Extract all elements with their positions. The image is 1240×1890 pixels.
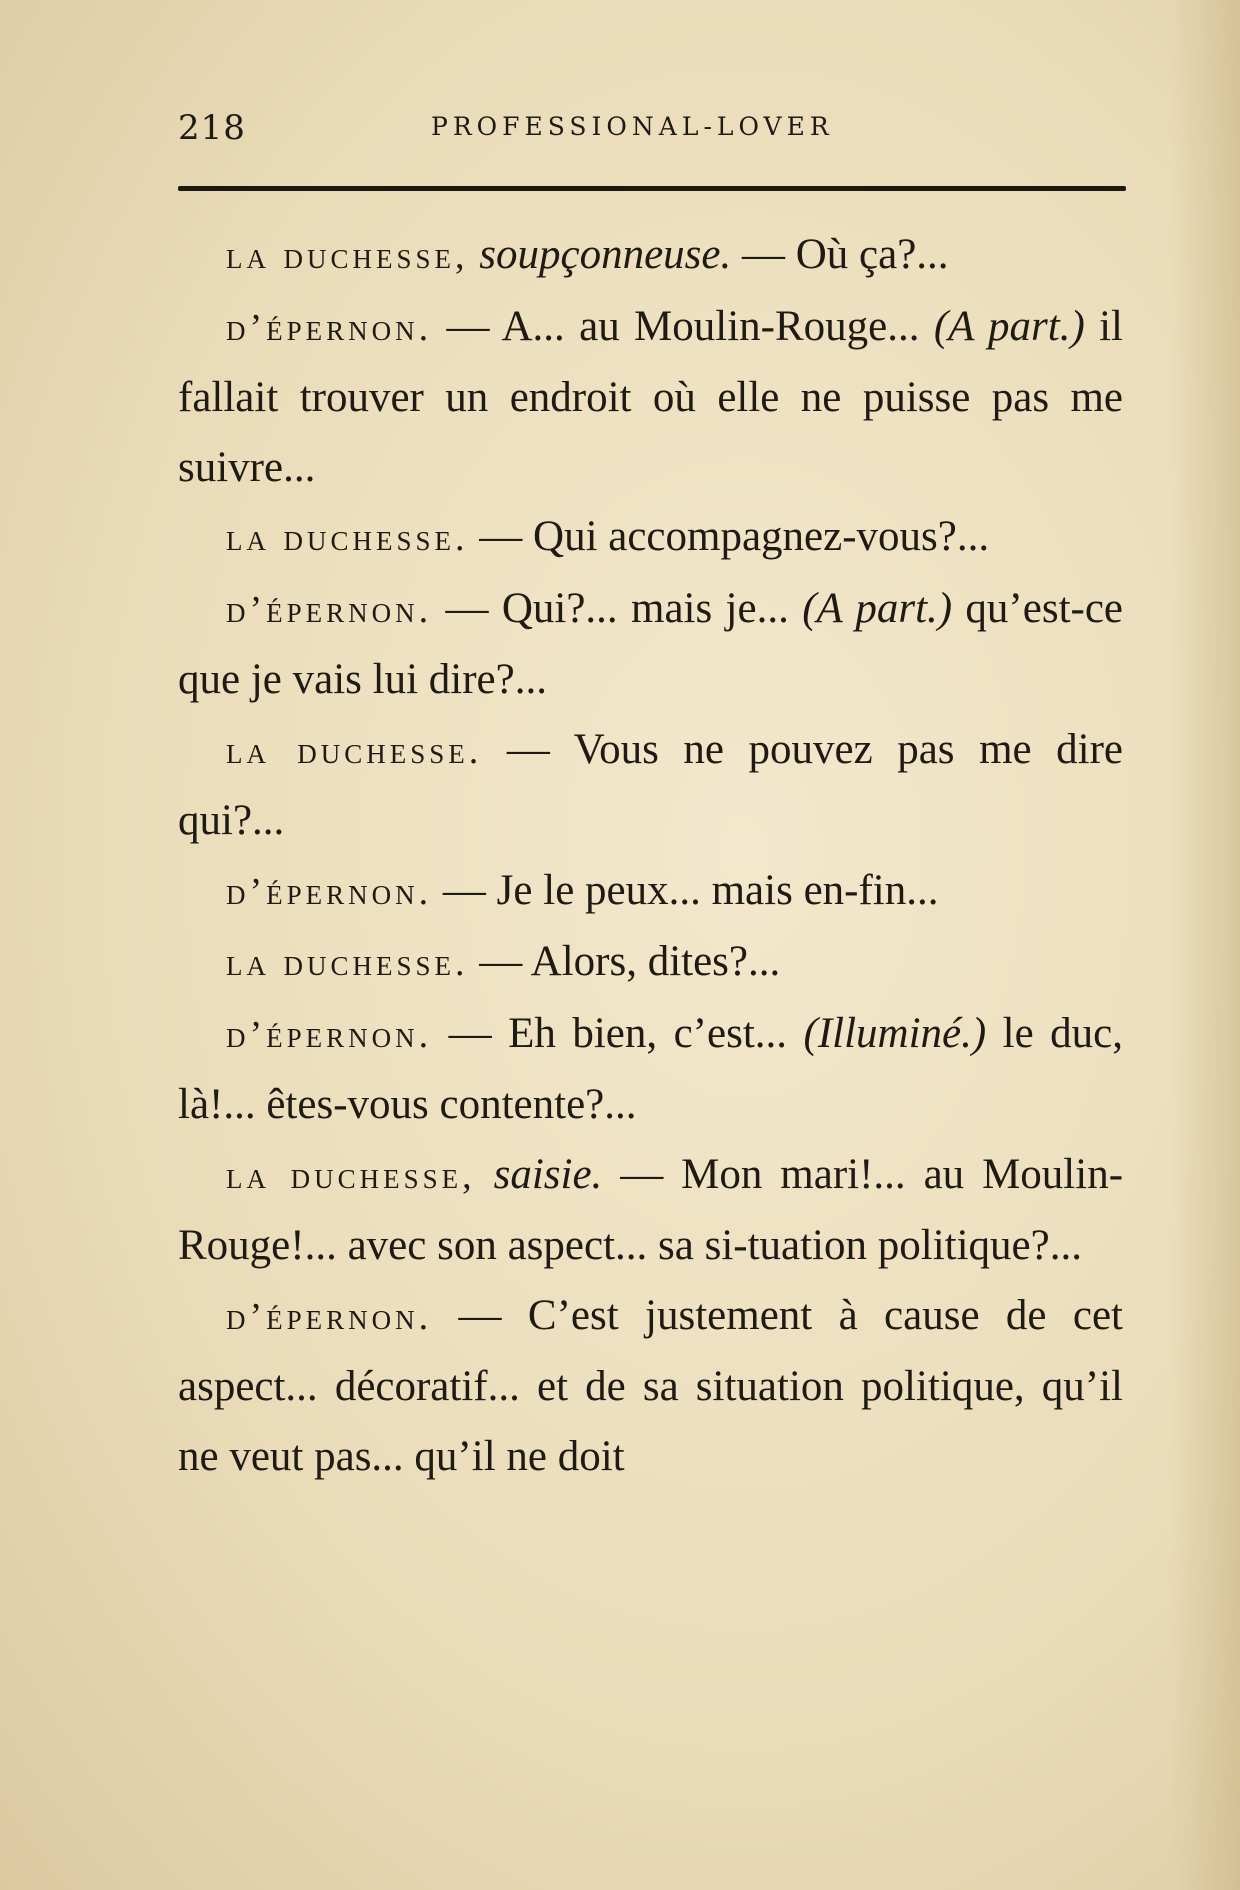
- dialogue-paragraph: [178, 927, 1123, 999]
- dialogue-paragraph: [178, 292, 1123, 503]
- dialogue-line: le duc, là!... êtes-vous contente?...: [178, 1009, 1123, 1128]
- dialogue-line: — Qui accompagnez-vous?...: [468, 513, 990, 560]
- dialogue-line: — Qui?... mais je...: [432, 584, 803, 632]
- dialogue-line: il fallait trouver un endroit où elle ne puisse pas me suivre...: [178, 302, 1123, 491]
- speaker-name: la duchesse,: [226, 1154, 476, 1197]
- dialogue-paragraph: [178, 1281, 1123, 1492]
- stage-direction: soupçonneuse.: [479, 231, 732, 278]
- page-header: [178, 100, 1120, 160]
- dialogue-paragraph: [178, 574, 1123, 715]
- dialogue-line: qu’est-ce que je vais lui dire?...: [178, 584, 1124, 703]
- speaker-name: la duchesse.: [226, 942, 469, 984]
- speaker-name: la duchesse.: [226, 517, 469, 559]
- dialogue-paragraph: [178, 856, 1123, 928]
- running-title: PROFESSIONAL-LOVER: [431, 112, 834, 141]
- page-edge-shading: [1170, 0, 1240, 1890]
- speaker-name: d’épernon.: [226, 1013, 433, 1056]
- dialogue-line: — Eh bien, c’est...: [432, 1009, 804, 1057]
- dialogue-line: — A... au Moulin-Rouge...: [432, 302, 934, 350]
- stage-direction: (Illuminé.): [803, 1009, 987, 1057]
- speaker-name: d’épernon.: [226, 588, 433, 631]
- dialogue-paragraph: [178, 1140, 1123, 1281]
- page-number: 218: [178, 108, 246, 148]
- stage-direction: (A part.): [802, 584, 953, 632]
- dialogue-paragraph: [178, 999, 1123, 1140]
- dialogue-line: — Vous ne pouvez pas me dire qui?...: [178, 725, 1123, 844]
- speaker-name: la duchesse.: [226, 729, 483, 772]
- dialogue-paragraph: [178, 715, 1123, 856]
- speaker-name: la duchesse,: [226, 235, 469, 277]
- dialogue-paragraph: [178, 502, 1123, 574]
- speaker-name: d’épernon.: [226, 1295, 433, 1338]
- speaker-name: d’épernon.: [226, 306, 433, 349]
- stage-direction: saisie.: [493, 1150, 603, 1198]
- dialogue-line: — C’est justement à cause de cet aspect... décoratif... et de sa situation politique, qu’il ne veut pas... qu’il ne doit: [178, 1291, 1123, 1480]
- dialogue-line: — Je le peux... mais en-fin...: [432, 866, 939, 914]
- stage-direction: (A part.): [933, 302, 1085, 350]
- dialogue-line: — Où ça?...: [731, 231, 949, 278]
- header-rule: [178, 186, 1126, 191]
- dialogue-line: — Mon mari!... au Moulin-Rouge!... avec son aspect... sa si-tuation politique?...: [178, 1150, 1124, 1269]
- speaker-name: d’épernon.: [226, 870, 433, 913]
- dialogue-line: — Alors, dites?...: [468, 938, 781, 985]
- dialogue-text: [178, 220, 1123, 1491]
- dialogue-paragraph: [178, 220, 1123, 292]
